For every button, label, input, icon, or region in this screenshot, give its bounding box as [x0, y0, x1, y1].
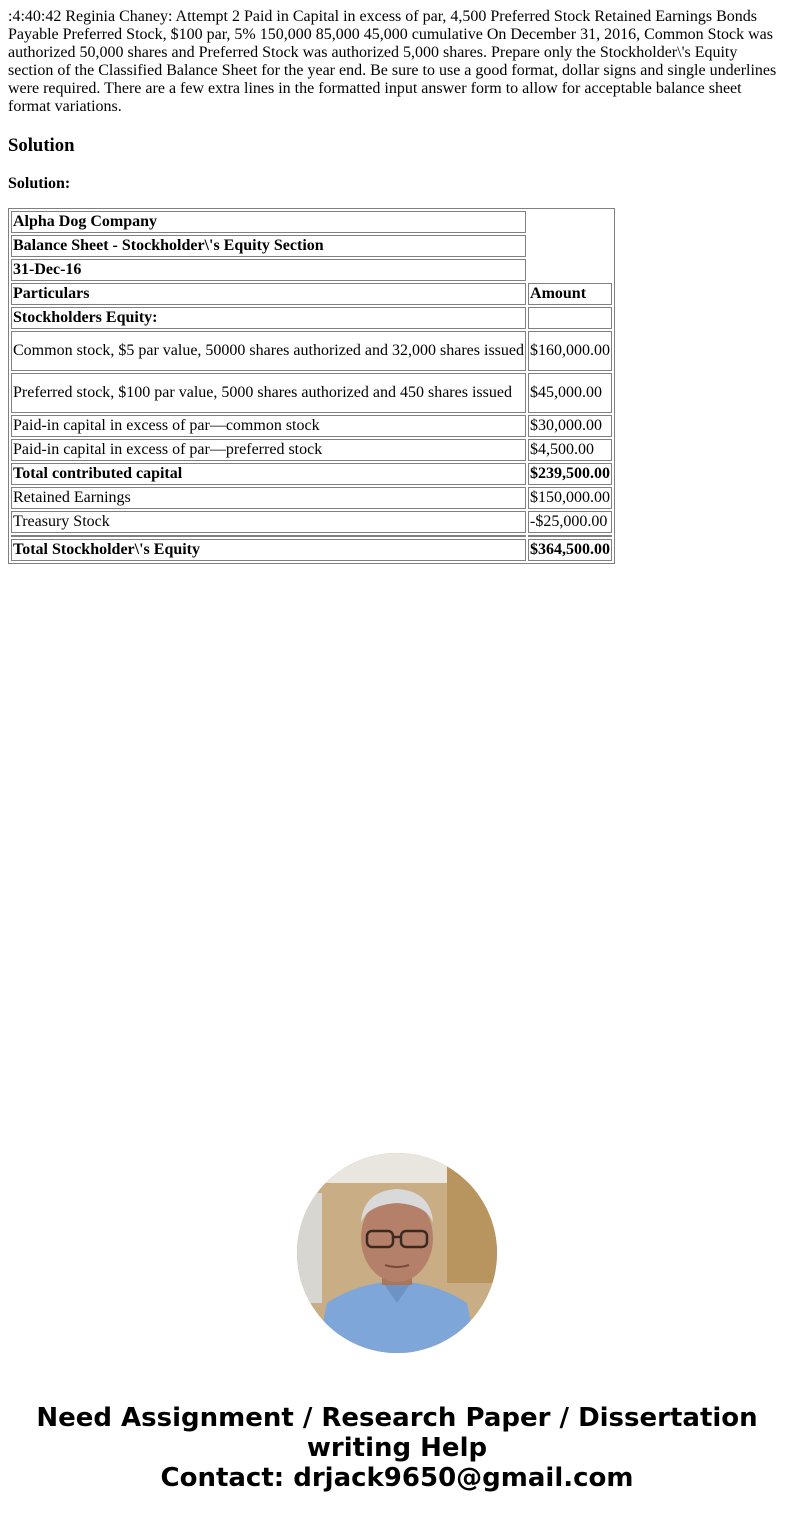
table-row	[11, 331, 612, 371]
statement-date: 31-Dec-16	[11, 259, 526, 281]
promo-line-1: Need Assignment / Research Paper / Dissertation	[36, 1403, 758, 1433]
row-amount: $45,000.00	[528, 373, 612, 413]
table-row	[11, 307, 612, 329]
row-amount: $160,000.00	[528, 331, 612, 371]
table-row	[11, 439, 612, 461]
stockholders-equity-table	[8, 208, 615, 564]
row-label: Common stock, $5 par value, 50000 shares authorized and 32,000 shares issued	[11, 331, 526, 371]
author-portrait-image	[297, 1153, 497, 1353]
total-contributed-capital-label: Total contributed capital	[11, 463, 526, 485]
promo-contact: Contact: drjack9650@gmail.com	[160, 1463, 634, 1493]
row-label: Paid-in capital in excess of par—preferred stock	[11, 439, 526, 461]
table-row	[11, 463, 612, 485]
row-label: Paid-in capital in excess of par—common stock	[11, 415, 526, 437]
solution-heading: Solution	[8, 135, 75, 156]
row-amount: $4,500.00	[528, 439, 612, 461]
row-label: Retained Earnings	[11, 487, 526, 509]
row-amount: $150,000.00	[528, 487, 612, 509]
column-header-amount: Amount	[528, 283, 612, 305]
column-header-particulars: Particulars	[11, 283, 526, 305]
solution-label: Solution:	[8, 175, 71, 192]
table-row	[11, 235, 612, 257]
empty-cell	[11, 535, 526, 537]
question-text: :4:40:42 Reginia Chaney: Attempt 2 Paid in Capital in excess of par, 4,500 Preferred Stock Retained Earnings Bonds Payable Preferred Stock, $100 par, 5% 150,000 85,000 45,000 cumulative On December 31, 2016, Common Stock was authorized 50,000 shares and Preferred Stock was authorized 5,000 shares. Prepare only the Stockholder\'s Equity section of the Classified Balance Sheet for the year end. Be sure to use a good format, dollar signs and single underlines were required. There are a few extra lines in the formatted input answer form to allow for acceptable balance sheet format variations.	[8, 8, 777, 115]
promo-line-2: writing Help	[306, 1433, 488, 1463]
empty-cell	[528, 535, 612, 537]
table-header-row	[11, 283, 612, 305]
empty-row	[11, 535, 612, 537]
statement-title: Balance Sheet - Stockholder\'s Equity Section	[11, 235, 526, 257]
empty-header-cell	[528, 211, 612, 281]
row-amount: $30,000.00	[528, 415, 612, 437]
promo-banner	[0, 1403, 794, 1493]
empty-amount-cell	[528, 307, 612, 329]
total-equity-amount: $364,500.00	[528, 539, 612, 561]
row-label: Preferred stock, $100 par value, 5000 shares authorized and 450 shares issued	[11, 373, 526, 413]
author-avatar	[297, 1153, 497, 1353]
table-row	[11, 539, 612, 561]
total-equity-label: Total Stockholder\'s Equity	[11, 539, 526, 561]
row-amount: -$25,000.00	[528, 511, 612, 533]
row-label: Treasury Stock	[11, 511, 526, 533]
table-row	[11, 511, 612, 533]
table-row	[11, 373, 612, 413]
table-row	[11, 211, 612, 233]
page-content	[8, 8, 786, 564]
section-label: Stockholders Equity:	[11, 307, 526, 329]
table-row	[11, 487, 612, 509]
table-row	[11, 415, 612, 437]
company-name: Alpha Dog Company	[11, 211, 526, 233]
total-contributed-capital-amount: $239,500.00	[528, 463, 612, 485]
table-row	[11, 259, 612, 281]
